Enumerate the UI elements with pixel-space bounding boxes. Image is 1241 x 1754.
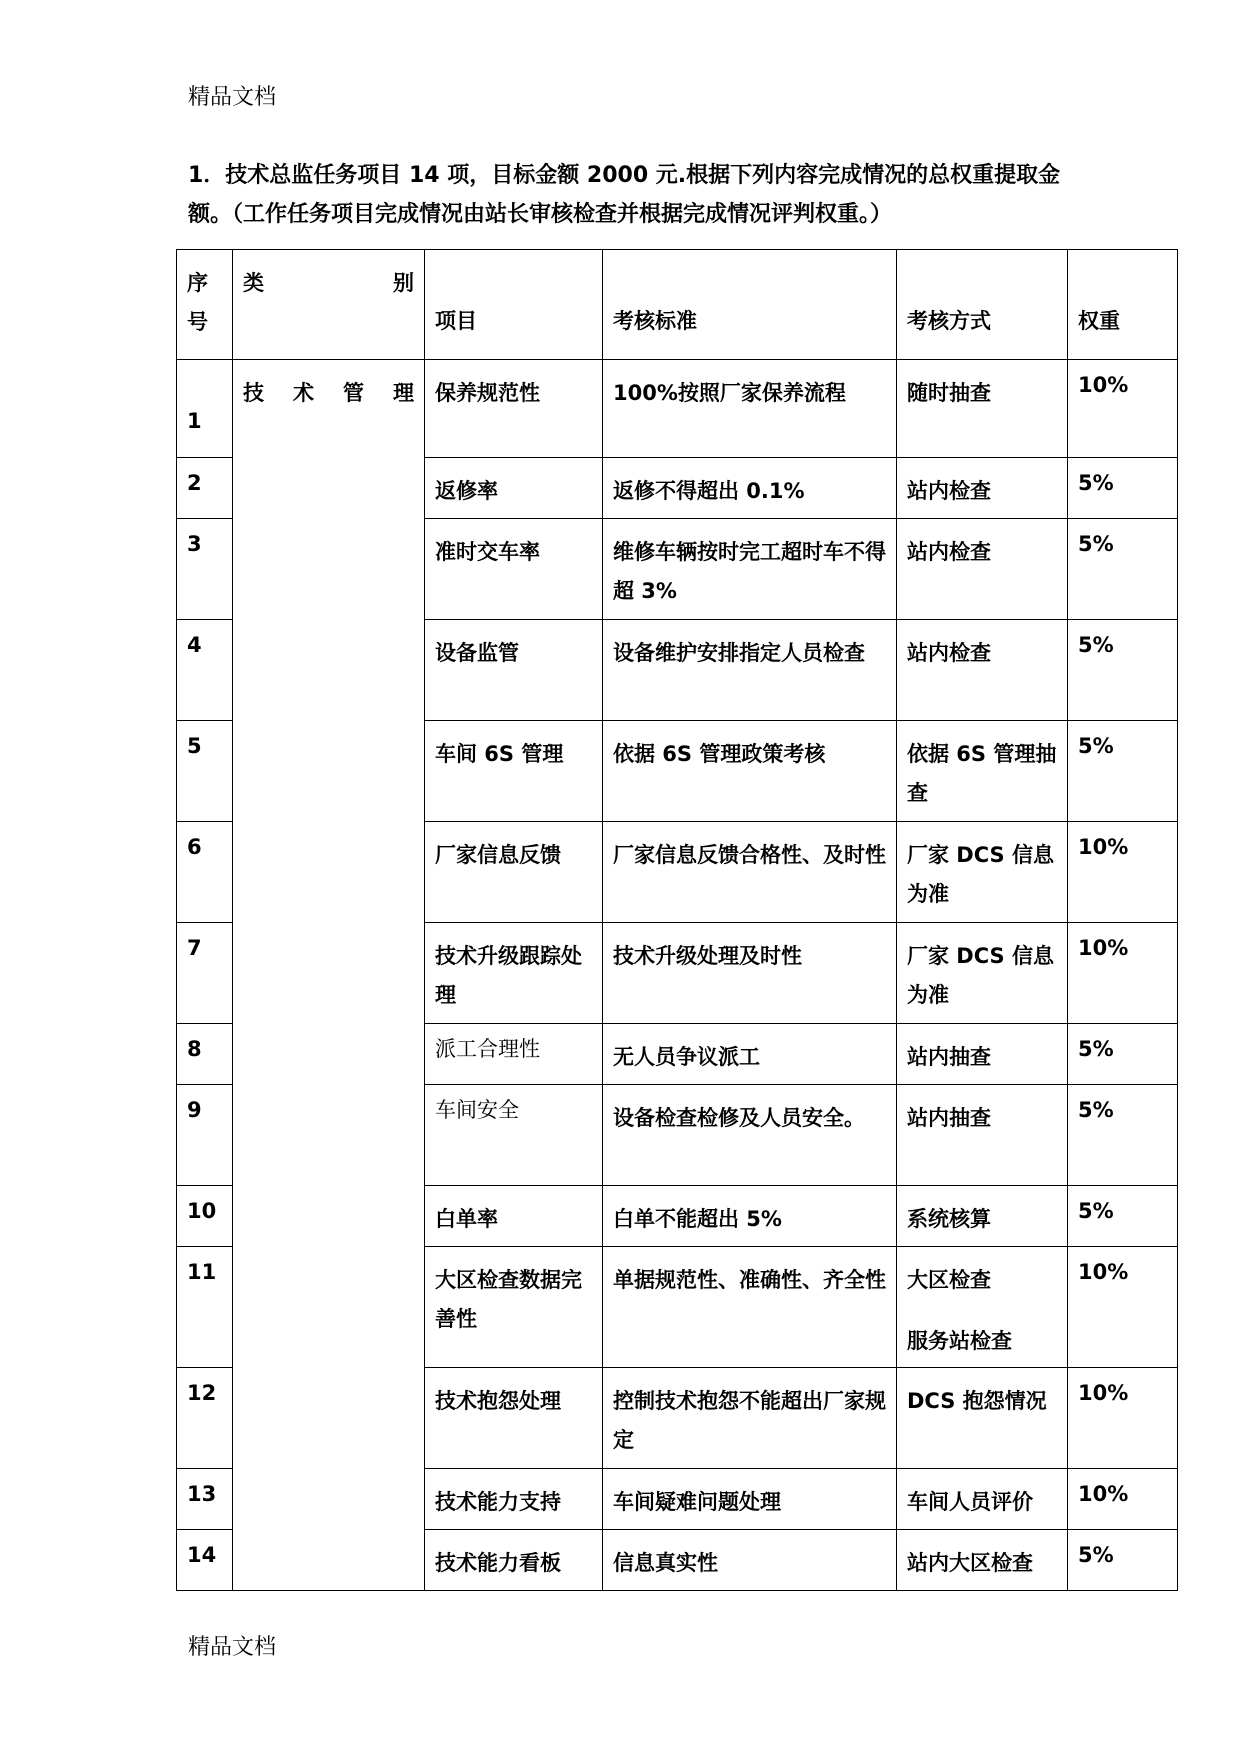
row-standard: 控制技术抱怨不能超出厂家规定: [603, 1368, 897, 1469]
row-method: [897, 1247, 1068, 1368]
row-item: 车间 6S 管理: [425, 721, 603, 822]
row-weight: 5%: [1068, 519, 1178, 620]
header-seq: 序号: [177, 250, 233, 360]
row-weight: 10%: [1068, 822, 1178, 923]
row-weight: 5%: [1068, 1530, 1178, 1591]
row-standard: 返修不得超出 0.1%: [603, 458, 897, 519]
row-item: 车间安全: [425, 1085, 603, 1186]
row-standard: 设备维护安排指定人员检查: [603, 620, 897, 721]
row-standard: 单据规范性、准确性、齐全性: [603, 1247, 897, 1368]
row-weight: 10%: [1068, 923, 1178, 1024]
row-standard: 技术升级处理及时性: [603, 923, 897, 1024]
row-seq: 13: [177, 1469, 233, 1530]
row-item: 技术能力看板: [425, 1530, 603, 1591]
row-seq: 3: [177, 519, 233, 620]
intro-paragraph: 1．技术总监任务项目 14 项，目标金额 2000 元.根据下列内容完成情况的总权重提取金额。（工作任务项目完成情况由站长审核检查并根据完成情况评判权重。）: [188, 163, 1061, 227]
row-weight: 5%: [1068, 1085, 1178, 1186]
row-seq: 7: [177, 923, 233, 1024]
row-method: 站内检查: [897, 519, 1068, 620]
category-cell: 技 术 管 理: [233, 360, 425, 1591]
row-standard: 维修车辆按时完工超时车不得超 3%: [603, 519, 897, 620]
row-weight: 10%: [1068, 1247, 1178, 1368]
row-weight: 5%: [1068, 1024, 1178, 1085]
row-method: 厂家 DCS 信息为准: [897, 822, 1068, 923]
table-header-row: [177, 250, 1178, 360]
page-header-mark: 精品文档: [188, 85, 277, 110]
row-standard: 厂家信息反馈合格性、及时性: [603, 822, 897, 923]
row-seq: 10: [177, 1186, 233, 1247]
row-weight: 10%: [1068, 1368, 1178, 1469]
row-seq: 6: [177, 822, 233, 923]
row-method: 站内抽查: [897, 1085, 1068, 1186]
row-standard: 100%按照厂家保养流程: [603, 360, 897, 458]
row-item: 设备监管: [425, 620, 603, 721]
row-standard: 白单不能超出 5%: [603, 1186, 897, 1247]
row-item: 准时交车率: [425, 519, 603, 620]
row-weight: 5%: [1068, 721, 1178, 822]
header-standard: 考核标准: [603, 250, 897, 360]
row-seq: 14: [177, 1530, 233, 1591]
row-method-primary: 大区检查: [907, 1268, 991, 1292]
row-item: 技术升级跟踪处理: [425, 923, 603, 1024]
row-standard: 设备检查检修及人员安全。: [603, 1085, 897, 1186]
row-item: 白单率: [425, 1186, 603, 1247]
row-method: DCS 抱怨情况: [897, 1368, 1068, 1469]
row-method: 随时抽查: [897, 360, 1068, 458]
row-standard: 车间疑难问题处理: [603, 1469, 897, 1530]
row-method: 站内大区检查: [897, 1530, 1068, 1591]
row-method: 站内检查: [897, 620, 1068, 721]
row-weight: 10%: [1068, 360, 1178, 458]
row-method: 站内抽查: [897, 1024, 1068, 1085]
row-item: 技术能力支持: [425, 1469, 603, 1530]
row-seq: 8: [177, 1024, 233, 1085]
row-seq: 2: [177, 458, 233, 519]
row-method-secondary: 服务站检查: [907, 1329, 1012, 1353]
row-seq: 11: [177, 1247, 233, 1368]
row-seq: 4: [177, 620, 233, 721]
header-category: 类 别: [233, 250, 425, 360]
row-item: 派工合理性: [425, 1024, 603, 1085]
row-standard: 依据 6S 管理政策考核: [603, 721, 897, 822]
row-weight: 5%: [1068, 1186, 1178, 1247]
row-method: 依据 6S 管理抽查: [897, 721, 1068, 822]
header-method: 考核方式: [897, 250, 1068, 360]
header-weight: 权重: [1068, 250, 1178, 360]
page-footer-mark: 精品文档: [188, 1635, 277, 1660]
row-weight: 5%: [1068, 620, 1178, 721]
row-seq: 5: [177, 721, 233, 822]
row-item: 技术抱怨处理: [425, 1368, 603, 1469]
row-standard: 无人员争议派工: [603, 1024, 897, 1085]
row-item: 保养规范性: [425, 360, 603, 458]
table-row: [177, 360, 1178, 458]
row-method: 站内检查: [897, 458, 1068, 519]
row-weight: 5%: [1068, 458, 1178, 519]
header-item: 项目: [425, 250, 603, 360]
row-seq: 12: [177, 1368, 233, 1469]
row-item: 厂家信息反馈: [425, 822, 603, 923]
row-standard: 信息真实性: [603, 1530, 897, 1591]
row-method: 厂家 DCS 信息为准: [897, 923, 1068, 1024]
row-method: 车间人员评价: [897, 1469, 1068, 1530]
row-method: 系统核算: [897, 1186, 1068, 1247]
row-seq: 9: [177, 1085, 233, 1186]
assessment-table: [176, 249, 1178, 1591]
row-weight: 10%: [1068, 1469, 1178, 1530]
row-item: 大区检查数据完善性: [425, 1247, 603, 1368]
row-item: 返修率: [425, 458, 603, 519]
row-seq: 1: [177, 360, 233, 458]
